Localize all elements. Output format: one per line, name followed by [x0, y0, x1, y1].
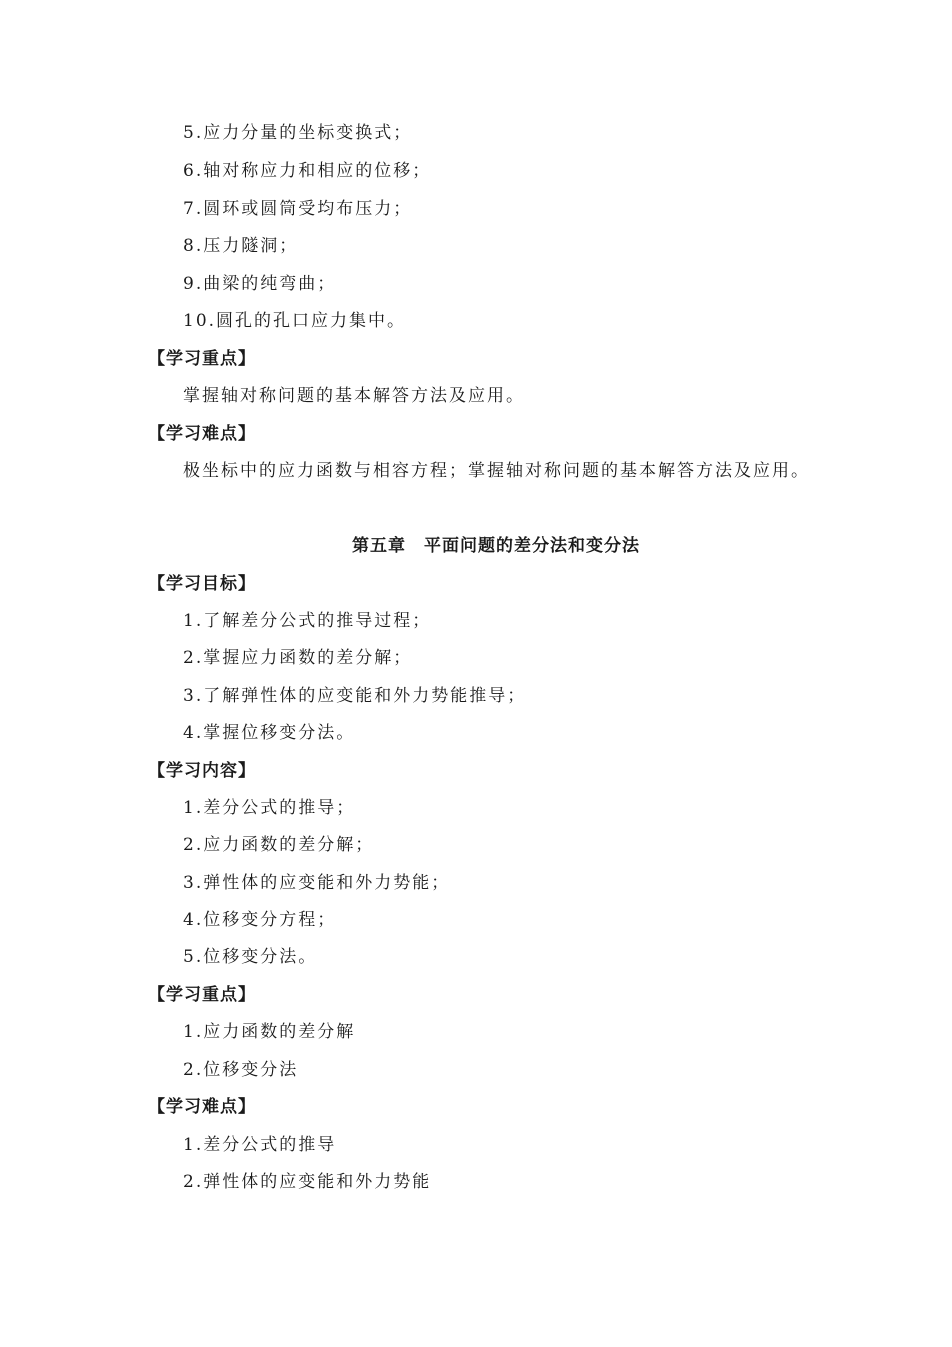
- key-points-text: 掌握轴对称问题的基本解答方法及应用。: [183, 386, 525, 406]
- list-item: 8.压力隧洞；: [183, 236, 299, 256]
- list-item: 4.掌握位移变分法。: [183, 723, 356, 743]
- list-item: 6.轴对称应力和相应的位移；: [183, 161, 432, 181]
- section-heading-content: 【学习内容】: [148, 761, 256, 781]
- list-item: 2.弹性体的应变能和外力势能: [183, 1172, 432, 1192]
- list-item: 3.弹性体的应变能和外力势能；: [183, 873, 451, 893]
- section-heading-objectives: 【学习目标】: [148, 574, 256, 594]
- list-item: 1.差分公式的推导；: [183, 798, 356, 818]
- list-item: 7.圆环或圆筒受均布压力；: [183, 199, 413, 219]
- list-item: 2.应力函数的差分解；: [183, 835, 375, 855]
- list-item: 4.位移变分方程；: [183, 910, 337, 930]
- list-item: 1.应力函数的差分解: [183, 1022, 356, 1042]
- section-heading-key-points: 【学习重点】: [148, 349, 256, 369]
- list-item: 2.位移变分法: [183, 1060, 299, 1080]
- section-heading-difficulties: 【学习难点】: [148, 424, 256, 444]
- list-item: 1.差分公式的推导: [183, 1135, 337, 1155]
- difficulties-text: 极坐标中的应力函数与相容方程；掌握轴对称问题的基本解答方法及应用。: [183, 461, 810, 481]
- section-heading-difficulties: 【学习难点】: [148, 1097, 256, 1117]
- section-heading-key-points: 【学习重点】: [148, 985, 256, 1005]
- list-item: 3.了解弹性体的应变能和外力势能推导；: [183, 686, 527, 706]
- list-item: 10.圆孔的孔口应力集中。: [183, 311, 407, 331]
- list-item: 1.了解差分公式的推导过程；: [183, 611, 432, 631]
- chapter-title: 第五章 平面问题的差分法和变分法: [352, 536, 640, 556]
- list-item: 5.位移变分法。: [183, 947, 318, 967]
- list-item: 9.曲梁的纯弯曲；: [183, 274, 337, 294]
- list-item: 2.掌握应力函数的差分解；: [183, 648, 413, 668]
- list-item: 5.应力分量的坐标变换式；: [183, 123, 413, 143]
